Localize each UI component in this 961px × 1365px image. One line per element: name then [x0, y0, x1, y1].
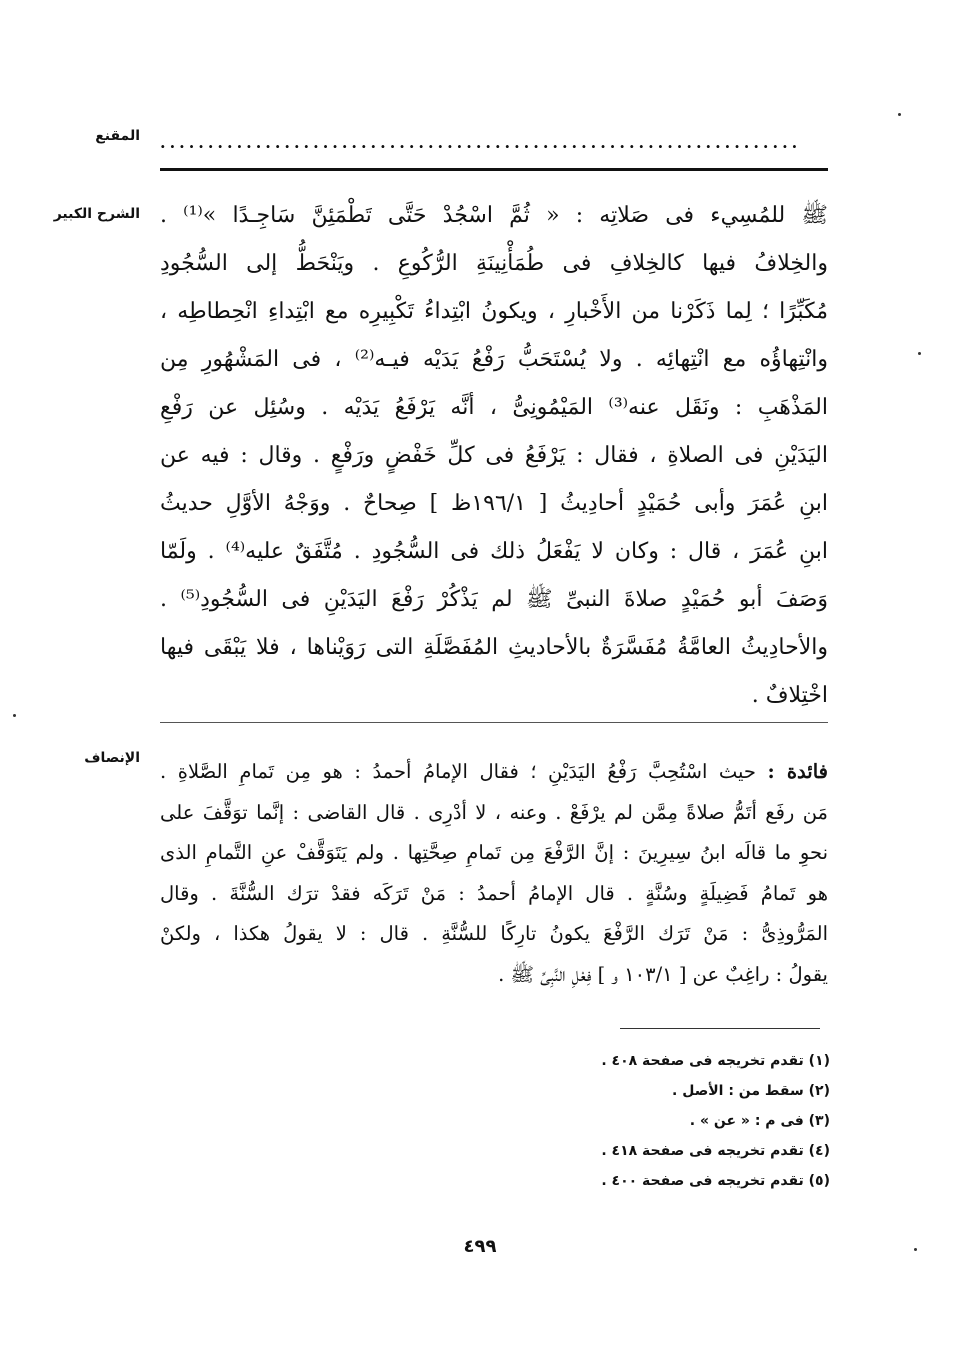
- sharh-line: وَصَفَ أبو حُمَيْدٍ صلاةَ النبىِّ ﷺ لم يَذْكُرْ رَفْعَ اليَدَيْنِ فى السُّجُودِ⁽⁵⁾ .: [160, 587, 829, 612]
- page-number: ٤٩٩: [463, 1236, 497, 1257]
- scan-speck: [914, 1248, 917, 1251]
- insaf-line: المَرُّوذِىُّ : مَنْ تَرَك الرَّفْعَ يكونُ تارِكًا للسُّنَّةِ . قال : لا يقولُ هكذا ، ولكنْ: [160, 922, 828, 945]
- header-dotted-rule: ...................................................................: [160, 138, 802, 148]
- sharh-line: ابنِ عُمَرَ وأبى حُمَيْدٍ أحادِيثُ [ ١٩٦/١ظ ] صِحاحٌ . ووَجْهُ الأوَّلِ حديثُ: [160, 491, 828, 516]
- footnote: (٣) فى م : « عن » .: [689, 1113, 830, 1129]
- sharh-line: وانْتِهاؤُه مع انْتِهائِه . ولا يُسْتَحَبُّ رَفْعُ يَدَيْه فيـه⁽²⁾ ، فى المَشْهُورِ مِن: [160, 347, 828, 372]
- scan-speck: [13, 714, 16, 717]
- insaf-first-line: [160, 752, 828, 793]
- sharh-line: مُكَبِّرًا ؛ لِما ذَكَرْنا من الأَخْبارِ ، ويكونُ ابْتِداءُ تَكْبِيرِه مع ابْتِداءِ انْحِطاطِه ،: [160, 299, 828, 324]
- header-book-label: المقنع: [95, 128, 140, 144]
- insaf-line: مَن رفَع أتَمُّ صلاةً مِمَّن لم يرْفَعْ . وعنه ، لا أدْرِى . قال القاضى : إنَّما توَقَّفَ على: [160, 800, 828, 824]
- faida-heading: فائدة :: [767, 760, 828, 783]
- sharh-line: والخِلافُ فيها كالخِلافِ فى طُمَأْنِينَةِ الرُّكُوعِ . ويَنْحَطُّ إلى السُّجُودِ: [160, 251, 828, 276]
- footnote: (١) تقدم تخريجه فى صفحة ٤٠٨ .: [601, 1053, 830, 1069]
- footnote: (٢) سقط من : الأصل .: [672, 1083, 830, 1099]
- footnotes: [420, 1046, 830, 1196]
- insaf-text-block: [160, 752, 828, 995]
- sharh-line: اخْتِلافٌ .: [751, 683, 828, 708]
- footnote: (٤) تقدم تخريجه فى صفحة ٤١٨ .: [601, 1143, 830, 1159]
- scan-speck: [918, 352, 921, 355]
- sharh-line: والأحادِيثُ العامَّةُ مُفَسَّرَةٌ بالأحاديثِ المُفَصَّلَةِ التى رَوَيْناها ، فلا يَبْقَى فيها: [160, 635, 828, 660]
- sharh-line: ﷺ للمُسِيء فى صَلاتِه : « ثُمَّ اسْجُدْ حَتَّى تَطْمَئِنَّ سَاجِـدًا »⁽¹⁾ .: [160, 203, 828, 228]
- sharh-section-label: الشرح الكبير: [53, 206, 140, 222]
- sharh-text-block: [160, 192, 828, 720]
- sharh-line: المَذْهَبِ : ونَقَل عنه⁽³⁾ المَيْمُونِىُّ ، أنَّه يَرْفَعُ يَدَيْه . وسُئِل عن رَفْعِ: [160, 395, 828, 420]
- insaf-first-line-text: حيث اسْتُحِبَّ رَفْعُ اليَدَيْنِ ؛ فقال الإمامُ أحمدُ : هو مِن تَمامِ الصَّلاةِ .: [160, 760, 768, 783]
- insaf-line: نحوِ ما قالَه ابنُ سِيرِينَ : إنَّ الرَّفْعَ مِن تَمامِ صِحَّتِها . ولم يَتَوَقَّفْ عنِ التَّمامِ الذى: [160, 841, 828, 864]
- scan-speck: [898, 113, 901, 116]
- section-divider: [160, 722, 828, 723]
- sharh-line: ابنِ عُمَرَ ، قال : وكان لا يَفْعَلُ ذلك فى السُّجُودِ . مُتَّفَقٌ عليه⁽⁴⁾ . ولَمّا: [160, 539, 828, 564]
- header-rule: [160, 168, 828, 171]
- footnote-rule: [620, 1028, 820, 1029]
- insaf-section-label: الإنصاف: [84, 750, 140, 766]
- sharh-line: اليَدَيْنِ فى الصلاةِ ، فقال : يَرْفَعُ فى كلِّ خَفْضٍ ورَفْعٍ . وقال : فيه عن: [160, 443, 828, 468]
- insaf-line: هو تَمامُ فَضِيلَةٍ وسُنَّةٍ . قال الإمامُ أحمدُ : مَنْ تَرَكَه فقدْ ترَك السُّنَّةَ . وقال: [160, 881, 828, 905]
- footnote: (٥) تقدم تخريجه فى صفحة ٤٠٠ .: [601, 1173, 830, 1189]
- insaf-line: يقولُ : راغِبٌ عن [ ١٠٣/١ و ] فِعْلِ النَّبِىِّ ﷺ .: [498, 962, 828, 986]
